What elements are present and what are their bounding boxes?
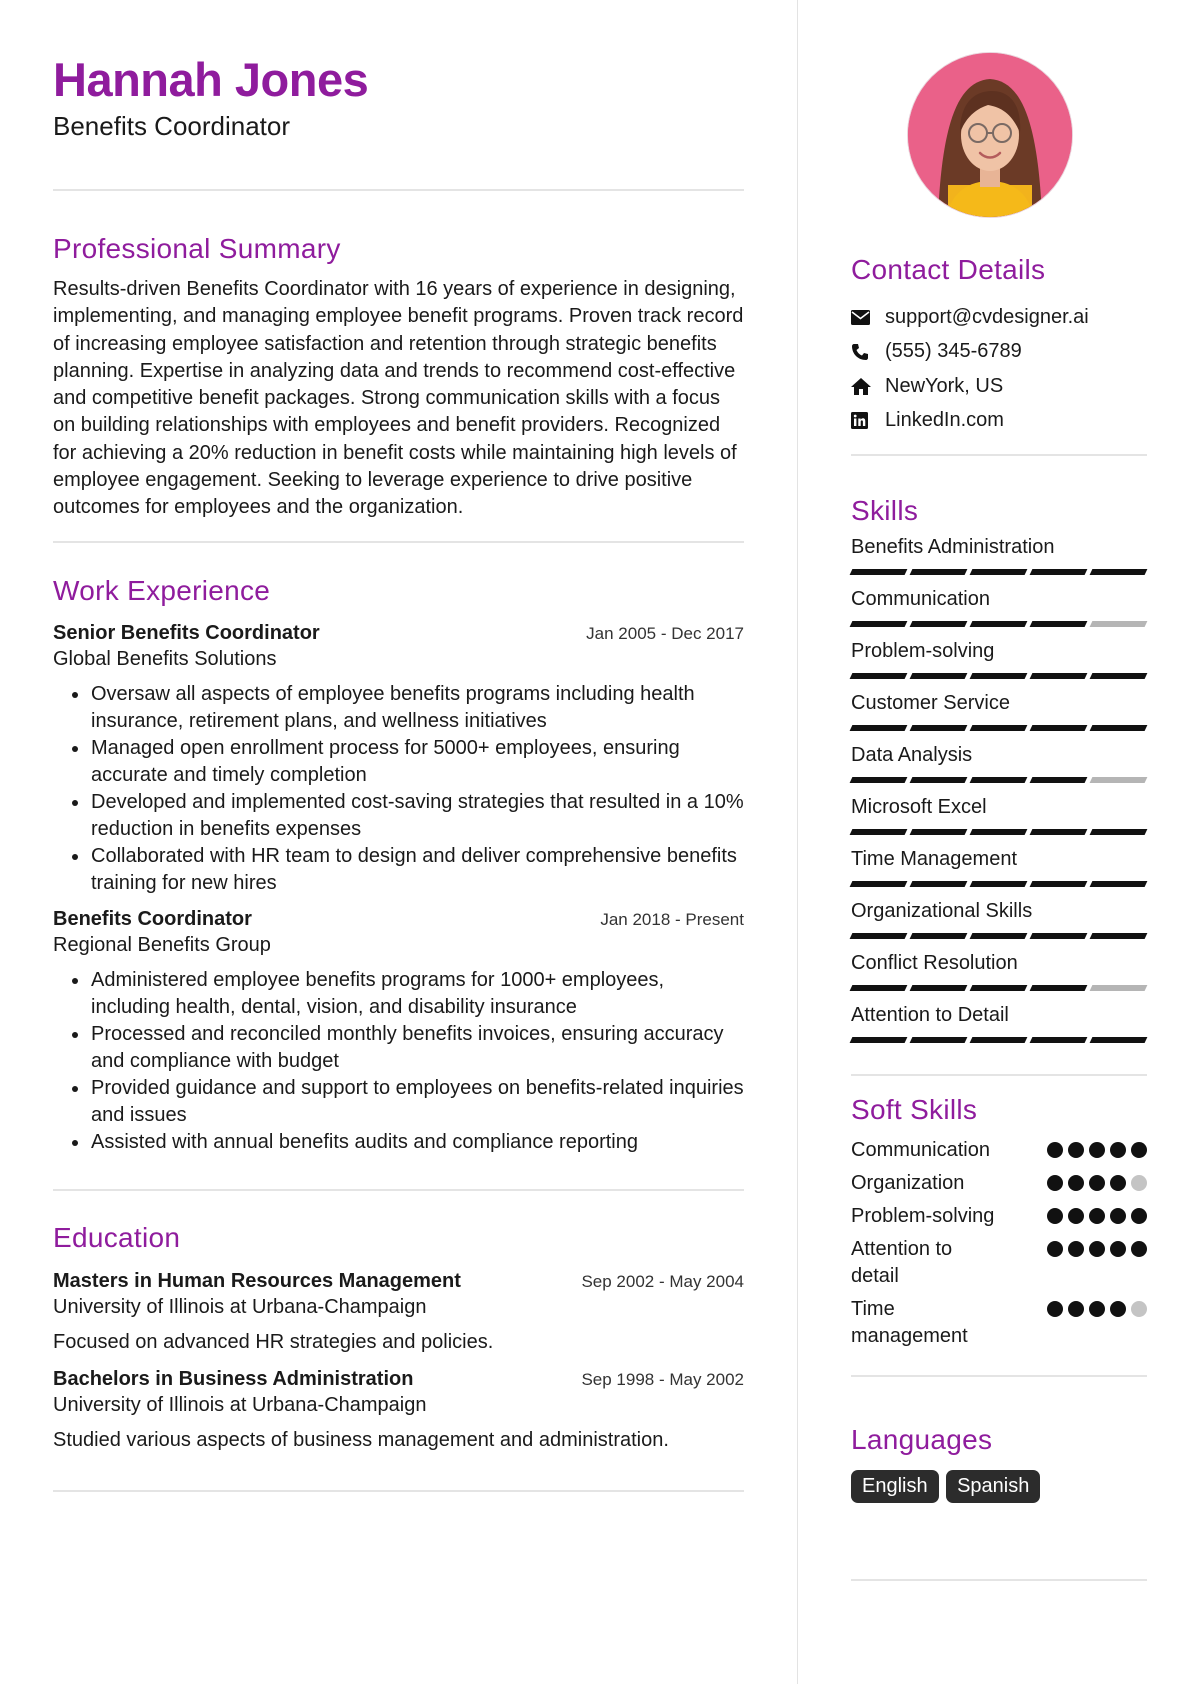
skill-bar-empty — [1090, 777, 1148, 783]
education-dates: Sep 1998 - May 2002 — [581, 1369, 744, 1389]
skill-bar-filled — [970, 569, 1028, 575]
language-badge: English — [851, 1470, 939, 1503]
skill-level-bars — [851, 933, 1147, 939]
section-divider — [851, 1579, 1147, 1581]
language-badge: Spanish — [946, 1470, 1040, 1503]
experience-section — [53, 573, 744, 1156]
soft-skill-rating — [1047, 1175, 1147, 1191]
skill-bar-filled — [1090, 673, 1148, 679]
soft-skill-name: Time management — [851, 1298, 968, 1347]
skill-bar-filled — [850, 829, 908, 835]
degree-title: Bachelors in Business Administration — [53, 1367, 414, 1390]
rating-dot-filled — [1068, 1301, 1084, 1317]
rating-dot-filled — [1131, 1142, 1147, 1158]
skill-bar-filled — [970, 933, 1028, 939]
job-bullet: • Provided guidance and support to employees on benefits-related inquiries and issues — [90, 1075, 744, 1129]
job-bullet: • Oversaw all aspects of employee benefits programs including health insurance, retirement plans, and wellness initiatives — [90, 681, 744, 735]
education-entry — [53, 1368, 744, 1454]
summary-section — [53, 231, 744, 522]
rating-dot-filled — [1068, 1241, 1084, 1257]
skill-bar-filled — [1090, 829, 1148, 835]
education-dates: Sep 2002 - May 2004 — [581, 1271, 744, 1291]
skill-bar-filled — [1030, 933, 1088, 939]
skill-bar-filled — [1090, 881, 1148, 887]
education-section — [53, 1220, 744, 1454]
rating-dot-filled — [1089, 1241, 1105, 1257]
skill-bar-filled — [1030, 569, 1088, 575]
rating-dot-filled — [1047, 1241, 1063, 1257]
rating-dot-filled — [1089, 1208, 1105, 1224]
skill-bar-filled — [1090, 569, 1148, 575]
skill-level-bars — [851, 1037, 1147, 1043]
job-bullet: • Processed and reconciled monthly benefits invoices, ensuring accuracy and compliance with budget — [90, 1021, 744, 1075]
skill-bar-filled — [1030, 777, 1088, 783]
envelope-icon — [851, 310, 885, 325]
degree-title: Masters in Human Resources Management — [53, 1269, 461, 1292]
contact-phone[interactable] — [851, 335, 1147, 370]
contact-heading: Contact Details — [851, 254, 1046, 285]
job-bullets — [53, 681, 744, 897]
skill-bar-empty — [1090, 621, 1148, 627]
job-bullet: • Developed and implemented cost-saving strategies that resulted in a 10% reduction in benefits expenses — [90, 789, 744, 843]
skill-level-bars — [851, 985, 1147, 991]
section-divider — [53, 1490, 744, 1492]
skill-bar-filled — [910, 985, 968, 991]
skill-item — [851, 690, 1147, 731]
rating-dot-empty — [1131, 1175, 1147, 1191]
soft-skills-heading: Soft Skills — [851, 1094, 978, 1125]
rating-dot-empty — [1131, 1301, 1147, 1317]
section-divider — [53, 1189, 744, 1191]
education-note: Studied various aspects of business management and administration. — [53, 1428, 669, 1451]
soft-skill-item — [851, 1137, 1147, 1164]
summary-text: Results-driven Benefits Coordinator with 16 years of experience in designing, implementing, and managing employee benefit programs. Proven track record of increasing employee satisfaction and retention through strategic benefits planning. Expertise in analyzing data and trends to recommend cost-effective and competitive benefit packages. Strong communication skills with a focus on building relationships with employees and benefit providers. Recognized for achieving a 20% reduction in benefit costs while maintaining high levels of employee engagement. Seeking to leverage experience to drive positive outcomes for employees and the organization. — [53, 278, 744, 519]
skill-level-bars — [851, 569, 1147, 575]
contact-linkedin-text: LinkedIn.com — [885, 409, 1004, 432]
skills-list — [851, 534, 1147, 1043]
skill-bar-filled — [970, 673, 1028, 679]
soft-skill-rating — [1047, 1208, 1147, 1224]
home-icon — [851, 378, 885, 395]
skill-name: Data Analysis — [851, 744, 973, 766]
rating-dot-filled — [1089, 1142, 1105, 1158]
skill-bar-filled — [850, 1037, 908, 1043]
section-divider — [53, 189, 744, 191]
soft-skill-item — [851, 1296, 1147, 1350]
job-bullet: • Managed open enrollment process for 5000+ employees, ensuring accurate and timely completion — [90, 735, 744, 789]
skill-bar-filled — [970, 985, 1028, 991]
job-bullet: • Assisted with annual benefits audits and compliance reporting — [90, 1129, 744, 1156]
rating-dot-filled — [1110, 1142, 1126, 1158]
soft-skill-name: Communication — [851, 1139, 990, 1161]
skill-bar-filled — [850, 621, 908, 627]
job-company: Regional Benefits Group — [53, 933, 271, 956]
profile-photo — [907, 52, 1073, 218]
rating-dot-filled — [1047, 1301, 1063, 1317]
skill-level-bars — [851, 621, 1147, 627]
skill-item — [851, 1002, 1147, 1043]
rating-dot-filled — [1089, 1175, 1105, 1191]
skill-bar-filled — [910, 673, 968, 679]
rating-dot-filled — [1068, 1142, 1084, 1158]
skill-item — [851, 794, 1147, 835]
skill-bar-filled — [910, 777, 968, 783]
skills-heading: Skills — [851, 495, 919, 526]
skill-bar-filled — [1030, 673, 1088, 679]
rating-dot-filled — [1131, 1208, 1147, 1224]
contact-phone-text: (555) 345-6789 — [885, 340, 1022, 363]
soft-skills-section — [851, 1092, 1147, 1377]
skill-level-bars — [851, 777, 1147, 783]
job-title: Senior Benefits Coordinator — [53, 621, 320, 644]
school-name: University of Illinois at Urbana-Champaign — [53, 1393, 427, 1416]
skill-bar-filled — [910, 933, 968, 939]
skill-bar-filled — [970, 777, 1028, 783]
job-entry — [53, 908, 744, 1156]
skill-bar-filled — [1030, 881, 1088, 887]
skill-item — [851, 586, 1147, 627]
portrait-illustration — [908, 53, 1072, 217]
skill-bar-filled — [850, 569, 908, 575]
contact-linkedin[interactable] — [851, 404, 1147, 439]
contact-location-text: NewYork, US — [885, 374, 1004, 397]
contact-location — [851, 369, 1147, 404]
section-divider — [851, 1074, 1147, 1076]
rating-dot-filled — [1110, 1301, 1126, 1317]
phone-icon — [851, 343, 885, 361]
education-entry — [53, 1270, 744, 1356]
contact-email[interactable] — [851, 300, 1147, 335]
rating-dot-filled — [1110, 1241, 1126, 1257]
skill-item — [851, 534, 1147, 575]
rating-dot-filled — [1110, 1175, 1126, 1191]
languages-heading: Languages — [851, 1424, 993, 1455]
skill-bar-filled — [1030, 621, 1088, 627]
skill-bar-filled — [910, 881, 968, 887]
skill-item — [851, 742, 1147, 783]
skill-name: Organizational Skills — [851, 900, 1033, 922]
contact-list — [851, 300, 1147, 438]
skill-name: Benefits Administration — [851, 536, 1055, 558]
skill-bar-filled — [910, 829, 968, 835]
soft-skill-rating — [1047, 1241, 1147, 1257]
candidate-name: Hannah Jones — [53, 53, 369, 106]
soft-skills-list — [851, 1137, 1147, 1350]
languages-list — [851, 1470, 1147, 1503]
section-divider — [851, 1375, 1147, 1377]
school-name: University of Illinois at Urbana-Champaign — [53, 1295, 427, 1318]
skill-name: Communication — [851, 588, 990, 610]
linkedin-icon — [851, 412, 885, 429]
skill-bar-filled — [1030, 829, 1088, 835]
skill-bar-filled — [910, 1037, 968, 1043]
skill-bar-filled — [850, 673, 908, 679]
skill-name: Problem-solving — [851, 640, 995, 662]
skill-bar-filled — [910, 725, 968, 731]
skill-bar-filled — [850, 933, 908, 939]
skill-bar-filled — [910, 569, 968, 575]
contact-email-text: support@cvdesigner.ai — [885, 305, 1089, 328]
skill-level-bars — [851, 829, 1147, 835]
skill-bar-filled — [850, 881, 908, 887]
candidate-title: Benefits Coordinator — [53, 111, 291, 141]
rating-dot-filled — [1047, 1175, 1063, 1191]
skills-section — [851, 493, 1147, 1076]
soft-skill-rating — [1047, 1142, 1147, 1158]
skill-level-bars — [851, 881, 1147, 887]
skill-bar-filled — [1030, 725, 1088, 731]
skill-level-bars — [851, 673, 1147, 679]
section-divider — [53, 541, 744, 543]
education-note: Focused on advanced HR strategies and policies. — [53, 1330, 494, 1353]
soft-skill-name: Problem-solving — [851, 1205, 995, 1227]
contact-section — [851, 252, 1147, 456]
soft-skill-item — [851, 1170, 1147, 1197]
languages-section — [851, 1422, 1147, 1581]
skill-level-bars — [851, 725, 1147, 731]
skill-bar-filled — [970, 1037, 1028, 1043]
skill-name: Conflict Resolution — [851, 952, 1018, 974]
education-heading: Education — [53, 1221, 181, 1253]
skill-name: Attention to Detail — [851, 1004, 1009, 1026]
job-bullet: • Collaborated with HR team to design and deliver comprehensive benefits training for new hires — [90, 843, 744, 897]
skill-bar-filled — [850, 777, 908, 783]
skill-item — [851, 638, 1147, 679]
job-company: Global Benefits Solutions — [53, 647, 277, 670]
skill-bar-filled — [1030, 985, 1088, 991]
skill-item — [851, 846, 1147, 887]
skill-name: Microsoft Excel — [851, 796, 987, 818]
skill-bar-filled — [970, 829, 1028, 835]
rating-dot-filled — [1089, 1301, 1105, 1317]
main-column — [53, 52, 744, 1492]
skill-bar-filled — [970, 621, 1028, 627]
job-title: Benefits Coordinator — [53, 907, 252, 930]
skill-bar-filled — [1090, 933, 1148, 939]
summary-heading: Professional Summary — [53, 233, 341, 264]
rating-dot-filled — [1068, 1175, 1084, 1191]
soft-skill-item — [851, 1236, 1147, 1290]
skill-bar-filled — [1090, 725, 1148, 731]
rating-dot-filled — [1131, 1241, 1147, 1257]
skill-bar-filled — [1030, 1037, 1088, 1043]
skill-bar-filled — [850, 725, 908, 731]
skill-bar-empty — [1090, 985, 1148, 991]
skill-bar-filled — [1090, 1037, 1148, 1043]
soft-skill-item — [851, 1203, 1147, 1230]
job-bullets — [53, 967, 744, 1156]
soft-skill-rating — [1047, 1301, 1147, 1317]
skill-bar-filled — [970, 725, 1028, 731]
skill-item — [851, 950, 1147, 991]
rating-dot-filled — [1047, 1142, 1063, 1158]
skill-item — [851, 898, 1147, 939]
skill-name: Customer Service — [851, 692, 1010, 714]
skill-name: Time Management — [851, 848, 1017, 870]
column-divider — [797, 0, 798, 1684]
job-dates: Jan 2018 - Present — [600, 909, 744, 929]
experience-heading: Work Experience — [53, 574, 271, 606]
skill-bar-filled — [970, 881, 1028, 887]
job-bullet: • Administered employee benefits programs for 1000+ employees, including health, dental, vision, and disability insurance — [90, 967, 744, 1021]
skill-bar-filled — [910, 621, 968, 627]
soft-skill-name: Organization — [851, 1172, 965, 1194]
rating-dot-filled — [1068, 1208, 1084, 1224]
job-entry — [53, 622, 744, 897]
rating-dot-filled — [1047, 1208, 1063, 1224]
rating-dot-filled — [1110, 1208, 1126, 1224]
skill-bar-filled — [850, 985, 908, 991]
section-divider — [851, 454, 1147, 456]
job-dates: Jan 2005 - Dec 2017 — [586, 623, 744, 643]
soft-skill-name: Attention to detail — [851, 1238, 953, 1287]
